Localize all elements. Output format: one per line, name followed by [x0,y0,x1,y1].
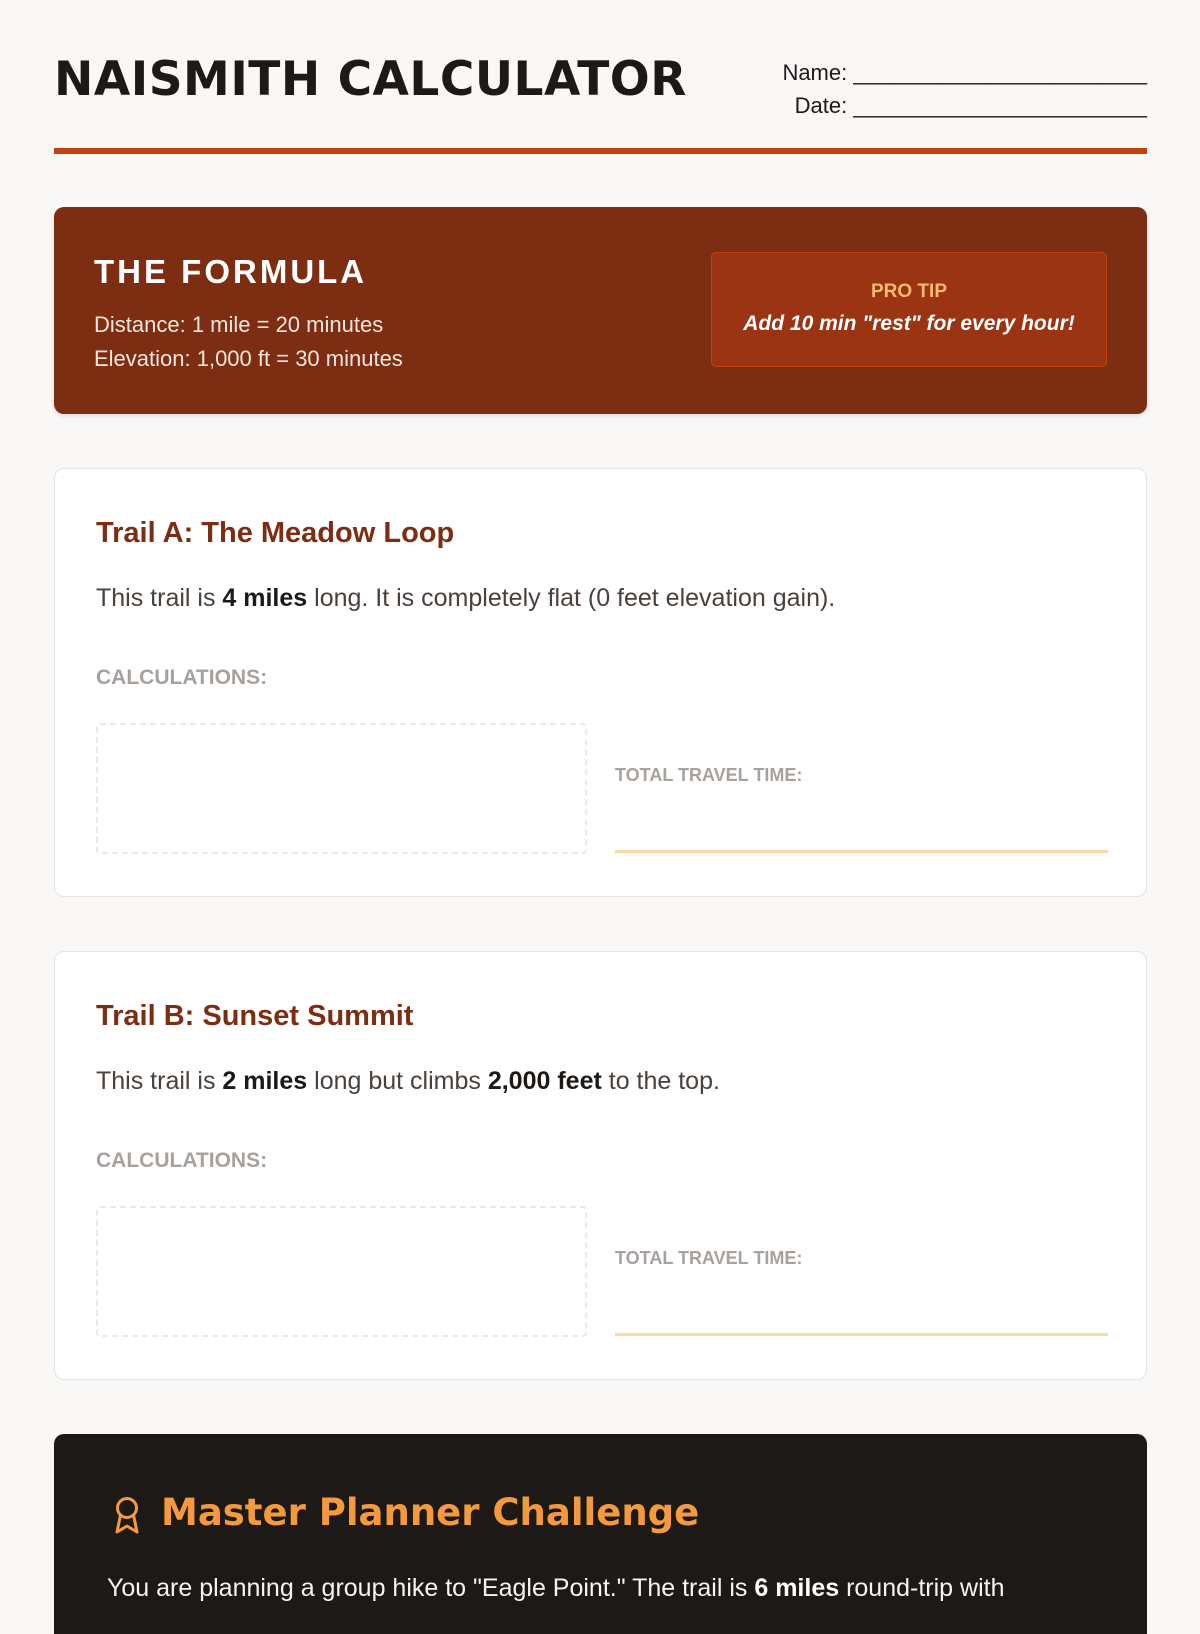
formula-banner [54,207,1147,414]
trail-title: Trail B: Sunset Summit [96,1000,414,1032]
challenge-section [54,1434,1147,1634]
formula-title: THE FORMULA [94,253,368,290]
trail-card-b [54,951,1147,1380]
desc-distance: 4 miles [222,584,308,612]
pro-tip-box [711,252,1107,367]
desc-distance: 2 miles [222,1067,308,1095]
trail-description [96,586,835,611]
formula-distance-rule: Distance: 1 mile = 20 minutes [94,312,384,337]
challenge-text-part: You are planning a group hike to "Eagle Point." The trail is [107,1574,755,1602]
desc-elevation: 2,000 feet [487,1067,602,1095]
pro-tip-label: PRO TIP [870,281,947,302]
challenge-text-part: round-trip with [839,1574,1005,1602]
award-ribbon-icon [112,1496,142,1536]
trail-title: Trail A: The Meadow Loop [96,517,455,549]
challenge-distance: 6 miles [754,1574,840,1602]
calculations-label: CALCULATIONS: [96,1149,268,1172]
challenge-text [107,1576,1004,1601]
calculations-area[interactable] [96,723,587,854]
calculations-area[interactable] [96,1206,587,1337]
desc-text: long but climbs [307,1067,488,1095]
desc-text: This trail is [96,1067,223,1095]
trail-description [96,1069,720,1094]
trail-card-a [54,468,1147,897]
calculations-label: CALCULATIONS: [96,666,268,689]
total-time-label: TOTAL TRAVEL TIME: [615,1248,803,1268]
total-time-label: TOTAL TRAVEL TIME: [615,765,803,785]
desc-text: to the top. [601,1067,720,1095]
desc-text: long. It is completely flat (0 feet elevation gain). [307,584,836,612]
formula-elevation-rule: Elevation: 1,000 ft = 30 minutes [94,346,403,371]
desc-text: This trail is [96,584,223,612]
challenge-title: Master Planner Challenge [161,1491,700,1534]
name-field[interactable]: Name: ________________________ [782,60,1147,85]
total-time-answer-line[interactable] [615,1333,1108,1336]
student-info [782,56,1147,122]
pro-tip-text: Add 10 min "rest" for every hour! [743,312,1075,335]
date-field[interactable]: Date: ________________________ [794,93,1147,118]
worksheet-header [54,0,1147,154]
page-title: NAISMITH CALCULATOR [54,52,687,107]
total-time-answer-line[interactable] [615,850,1108,853]
